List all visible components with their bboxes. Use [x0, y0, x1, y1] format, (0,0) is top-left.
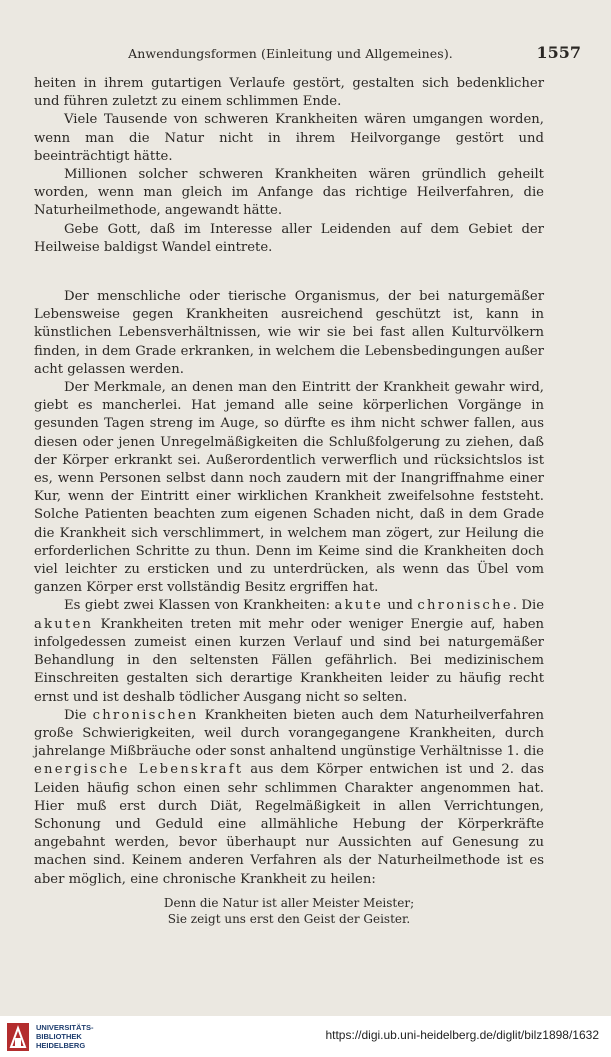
- running-title: Anwendungsformen (Einleitung und Allgemeines).: [128, 46, 453, 61]
- library-seal-icon: [6, 1022, 30, 1052]
- text-run: Die: [64, 707, 93, 723]
- logo-line: UNIVERSITÄTS-: [36, 1023, 94, 1032]
- text-run: Es giebt zwei Klassen von Krankheiten:: [64, 598, 335, 614]
- paragraph: [34, 597, 544, 706]
- paragraph: Viele Tausende von schweren Krankheiten wären umgangen worden, wenn man die Natur nicht in ihrem Heilvorgange gestört und beeinträchtigt hätte.: [34, 112, 544, 164]
- text-run: aus dem Körper entwichen ist und 2. das Leiden häufig schon einen sehr schlimmen Charakter angenommen hat. Hier muß erst durch Diät, Regelmäßigkeit in allen Verrichtungen, Schonung und Geduld eine allmähliche Hebung der Körperkräfte angebahnt werden, bevor überhaupt nur Aussichten auf Genesung zu machen sind. Keinem anderen Verfahren als der Naturheilmethode ist es aber möglich, eine chronische Krankheit zu heilen:: [34, 762, 544, 887]
- logo-line: HEIDELBERG: [36, 1041, 86, 1050]
- emphasis-lebenskraft: energische Lebenskraft: [34, 762, 244, 778]
- emphasis-chronische: chronische: [417, 598, 513, 614]
- text-run: Krankheiten treten mit mehr oder weniger Energie auf, haben infolgedessen zumeist einen kurzen Verlauf und sind bei naturgemäßer Behandlung in den seltensten Fällen gefährlich. Bei medizinischem Einschreiten gestalten sich derartige Krankheiten leider zu häufig recht ernst und ist deshalb tödlicher Ausgang nicht so selten.: [34, 616, 544, 705]
- emphasis-akute: akute: [334, 598, 383, 614]
- paragraph: [34, 707, 544, 889]
- viewer-footer: [0, 1016, 611, 1057]
- page-header: [70, 43, 581, 66]
- paragraph: Millionen solcher schweren Krankheiten wären gründlich geheilt worden, wenn man gleich im Anfange das richtige Heilverfahren, die Naturheilmethode, angewandt hätte.: [34, 167, 544, 219]
- text-run: Krankheiten bieten auch dem Naturheilverfahren große Schwierigkeiten, weil durch vorangegangene Krankheiten, durch jahrelange Mißbräuche oder sonst anhaltend ungünstige Verhältnisse 1. die: [34, 707, 544, 760]
- paragraph: heiten in ihrem gutartigen Verlaufe gestört, gestalten sich bedenklicher und führen zuletzt zu einem schlimmen Ende.: [34, 76, 544, 110]
- emphasis-akuten: akuten: [34, 616, 94, 632]
- text-run: . Die: [512, 598, 545, 614]
- verse-quote: [34, 895, 544, 927]
- logo-line: BIBLIOTHEK: [36, 1032, 82, 1041]
- paragraph: Gebe Gott, daß im Interesse aller Leidenden auf dem Gebiet der Heilweise baldigst Wandel eintrete.: [34, 221, 544, 255]
- page-number: 1557: [536, 43, 581, 62]
- emphasis-chronischen: chronischen: [92, 707, 199, 723]
- library-logo[interactable]: [6, 1022, 106, 1052]
- paragraph: Der menschliche oder tierische Organismus, der bei naturgemäßer Lebensweise gegen Krankheiten ausreichend geschützt ist, kann in künstlichen Lebensverhältnissen, wie wir sie bei fast allen Kulturvölkern finden, in dem Grade erkranken, in welchem die Lebensbedingungen außer acht gelassen werden.: [34, 289, 544, 377]
- verse-line: Denn die Natur ist aller Meister Meister;: [163, 895, 415, 910]
- paragraph: Der Merkmale, an denen man den Eintritt der Krankheit gewahr wird, giebt es mancherlei. Hat jemand alle seine körperlichen Vorgänge in gesunden Tagen streng im Auge, so dürfte es ihm nicht schwer fallen, aus diesen oder jenen Unregelmäßigkeiten die Schlußfolgerung zu ziehen, daß der Körper erkrankt sei. Außerordentlich verwerflich und rücksichtslos ist es, wenn Personen selbst dann noch zaudern mit der Inangriffnahme einer Kur, wenn der Eintritt einer wirklichen Krankheit zweifelsohne feststeht. Solche Patienten beachten zum eigenen Schaden nicht, daß in dem Grade die Krankheit sich verschlimmert, in welchem man zögert, zur Heilung die erforderlichen Schritte zu thun. Denn im Keime sind die Krankheiten doch viel leichter zu ersticken und zu unterdrücken, als wenn das Übel vom ganzen Körper erst vollständig Besitz ergriffen hat.: [34, 380, 544, 596]
- body-text: [34, 75, 544, 927]
- source-url[interactable]: https://digi.ub.uni-heidelberg.de/diglit/bilz1898/1632: [325, 1028, 599, 1042]
- verse-line: Sie zeigt uns erst den Geist der Geister.: [167, 911, 411, 926]
- text-run: und: [383, 598, 418, 614]
